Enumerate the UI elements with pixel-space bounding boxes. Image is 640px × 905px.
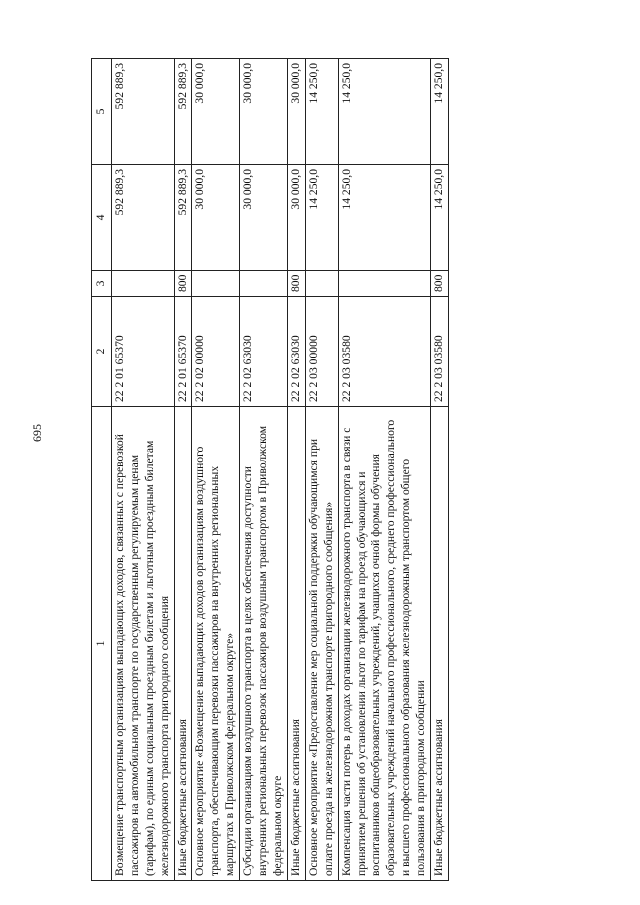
row-amount-col4: 30 000,0 [192,165,240,271]
row-code: 22 2 01 65370 [174,297,192,407]
row-amount-col4: 14 250,0 [431,165,449,271]
row-amount-col5: 30 000,0 [192,59,240,165]
row-expense-type: 800 [431,271,449,297]
row-code: 22 2 03 00000 [305,297,338,407]
row-name: Субсидии организациям воздушного транспорта в целях обеспечения доступности внутренних региональных перевозок пассажиров воздушным транспортом в Приволжском федеральном округе [240,407,288,881]
row-code: 22 2 03 03580 [431,297,449,407]
table-row [287,59,305,881]
row-name: Основное мероприятие «Возмещение выпадающих доходов организациям воздушного транспорта, обеспечивающим перевозки пассажиров на внутренних региональных маршрутах в Приволжском федеральном округе» [192,407,240,881]
row-amount-col4: 30 000,0 [240,165,288,271]
row-amount-col5: 30 000,0 [240,59,288,165]
table-row [338,59,430,881]
row-amount-col5: 592 889,3 [111,59,174,165]
column-header-2: 2 [92,297,112,407]
row-amount-col5: 14 250,0 [431,59,449,165]
row-name: Иные бюджетные ассигнования [174,407,192,881]
row-name: Компенсация части потерь в доходах организации железнодорожного транспорта в связи с принятием решения об установлении льгот по тарифам на проезд обучающихся и воспитанников общеобразовательных учреждений, учащихся очной формы обучения образовательных учреждений начального профессионального, среднего профессионального и высшего профессионального образования железнодорожным транспортом общего пользования в пригородном сообщении [338,407,430,881]
row-code: 22 2 02 00000 [192,297,240,407]
budget-table [91,58,449,881]
row-code: 22 2 03 03580 [338,297,430,407]
column-header-3: 3 [92,271,112,297]
table-row [111,59,174,881]
row-amount-col4: 14 250,0 [338,165,430,271]
column-header-5: 5 [92,59,112,165]
table-row [174,59,192,881]
row-name: Иные бюджетные ассигнования [431,407,449,881]
table-row [431,59,449,881]
row-expense-type: 800 [174,271,192,297]
row-amount-col5: 30 000,0 [287,59,305,165]
row-expense-type [111,271,174,297]
table-row [240,59,288,881]
row-expense-type [338,271,430,297]
row-amount-col5: 14 250,0 [338,59,430,165]
row-amount-col4: 30 000,0 [287,165,305,271]
row-expense-type: 800 [287,271,305,297]
row-expense-type [192,271,240,297]
header-row [92,59,112,881]
table-row [305,59,338,881]
page-number: 695 [30,424,44,442]
row-amount-col4: 592 889,3 [111,165,174,271]
row-amount-col5: 14 250,0 [305,59,338,165]
row-expense-type [305,271,338,297]
row-name: Возмещение транспортным организациям выпадающих доходов, связанных с перевозкой пассажиров на автомобильном транспорте по государственным регулируемым ценам (тарифам), по единым социальным проездным билетам и льготным проездным билетам железнодорожного транспорта пригородного сообщения [111,407,174,881]
column-header-1: 1 [92,407,112,881]
column-header-4: 4 [92,165,112,271]
row-name: Иные бюджетные ассигнования [287,407,305,881]
row-amount-col4: 592 889,3 [174,165,192,271]
row-name: Основное мероприятие «Предоставление мер социальной поддержки обучающимся при оплате проезда на железнодорожном транспорте пригородного сообщения» [305,407,338,881]
rotated-table-container [91,59,449,881]
row-expense-type [240,271,288,297]
table-row [192,59,240,881]
row-amount-col4: 14 250,0 [305,165,338,271]
row-code: 22 2 02 63030 [287,297,305,407]
row-amount-col5: 592 889,3 [174,59,192,165]
row-code: 22 2 02 63030 [240,297,288,407]
row-code: 22 2 01 65370 [111,297,174,407]
